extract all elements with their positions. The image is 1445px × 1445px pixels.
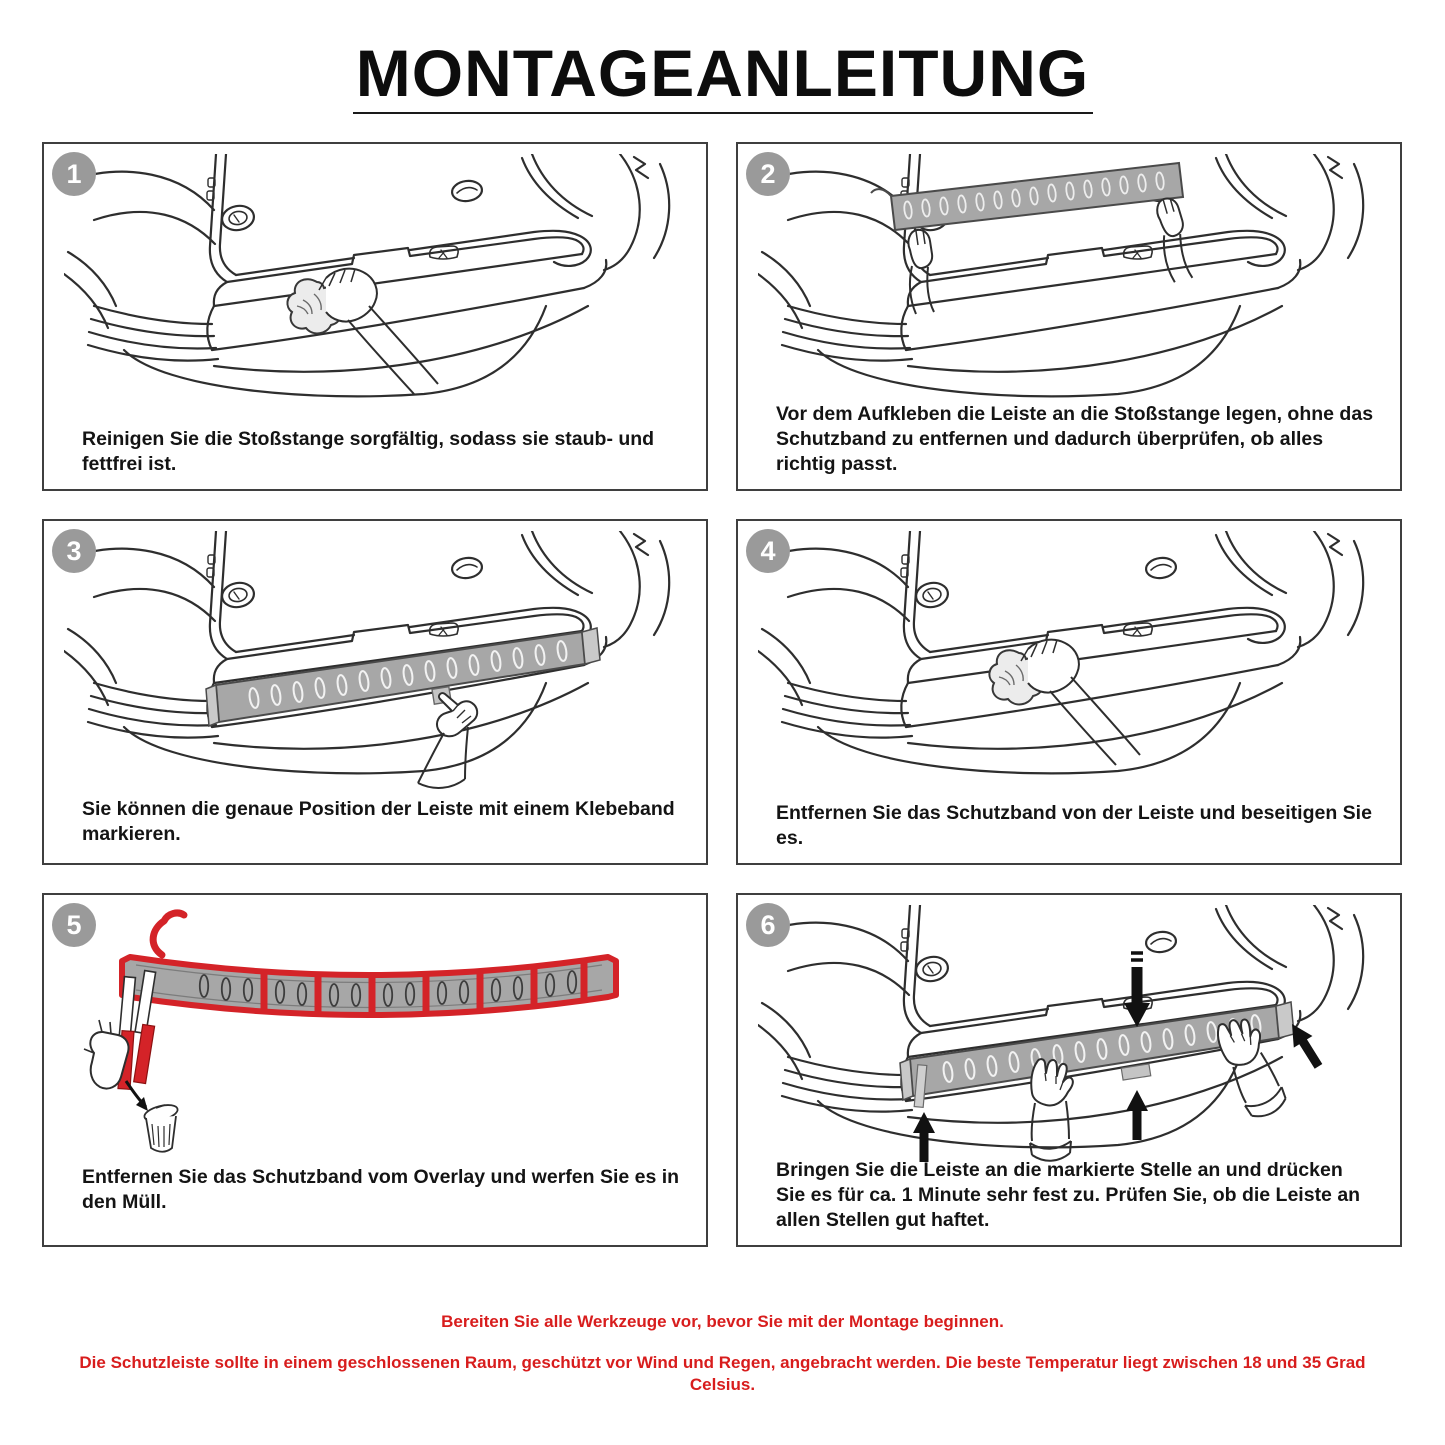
step-panel-1 <box>42 142 708 491</box>
step-3-illustration <box>64 531 686 831</box>
trash-can-icon <box>143 1102 179 1152</box>
peeled-liner-curl <box>153 913 184 955</box>
footer-note-tools: Bereiten Sie alle Werkzeuge vor, bevor Sie mit der Montage beginnen. <box>441 1312 1004 1331</box>
step-number-badge: 1 <box>52 152 96 196</box>
step-4-illustration <box>758 531 1380 831</box>
page-title: MONTAGEANLEITUNG <box>355 36 1090 110</box>
press-up-arrow-center <box>1126 1090 1148 1140</box>
press-down-arrow <box>1124 953 1150 1027</box>
step-number-badge: 5 <box>52 903 96 947</box>
step-caption: Sie können die genaue Position der Leiste mit einem Klebeband markieren. <box>82 798 675 846</box>
step-caption: Bringen Sie die Leiste an die markierte Stelle an und drücken Sie es für ca. 1 Minute sehr fest zu. Prüfen Sie, ob die Leiste an allen Stellen gut haftet. <box>776 1159 1361 1232</box>
title-underline <box>353 112 1093 114</box>
step-5-illustration <box>64 905 686 1205</box>
step-1-illustration <box>64 154 686 454</box>
step-number-badge: 4 <box>746 529 790 573</box>
step-panel-4 <box>736 519 1402 865</box>
step-panel-3 <box>42 519 708 865</box>
step-caption: Entfernen Sie das Schutzband von der Leiste und beseitigen Sie es. <box>776 802 1372 850</box>
step-panel-6 <box>736 893 1402 1247</box>
step-caption: Vor dem Aufkleben die Leiste an die Stoßstange legen, ohne das Schutzband zu entfernen und dadurch überprüfen, ob alles richtig passt. <box>776 403 1374 476</box>
step-panel-2 <box>736 142 1402 491</box>
overlay-strip-with-liner <box>122 913 616 1015</box>
step-caption: Entfernen Sie das Schutzband vom Overlay und werfen Sie es in den Müll. <box>82 1166 680 1214</box>
step-caption: Reinigen Sie die Stoßstange sorgfältig, sodass sie staub- und fettfrei ist. <box>82 428 655 476</box>
step-panel-5 <box>42 893 708 1247</box>
step-number-badge: 2 <box>746 152 790 196</box>
footer-note-conditions: Die Schutzleiste sollte in einem geschlossenen Raum, geschützt vor Wind und Regen, angebracht werden. Die beste Temperatur liegt zwischen 18 und 35 Grad Celsius. <box>79 1353 1366 1395</box>
step-number-badge: 6 <box>746 903 790 947</box>
step-number-badge: 3 <box>52 529 96 573</box>
